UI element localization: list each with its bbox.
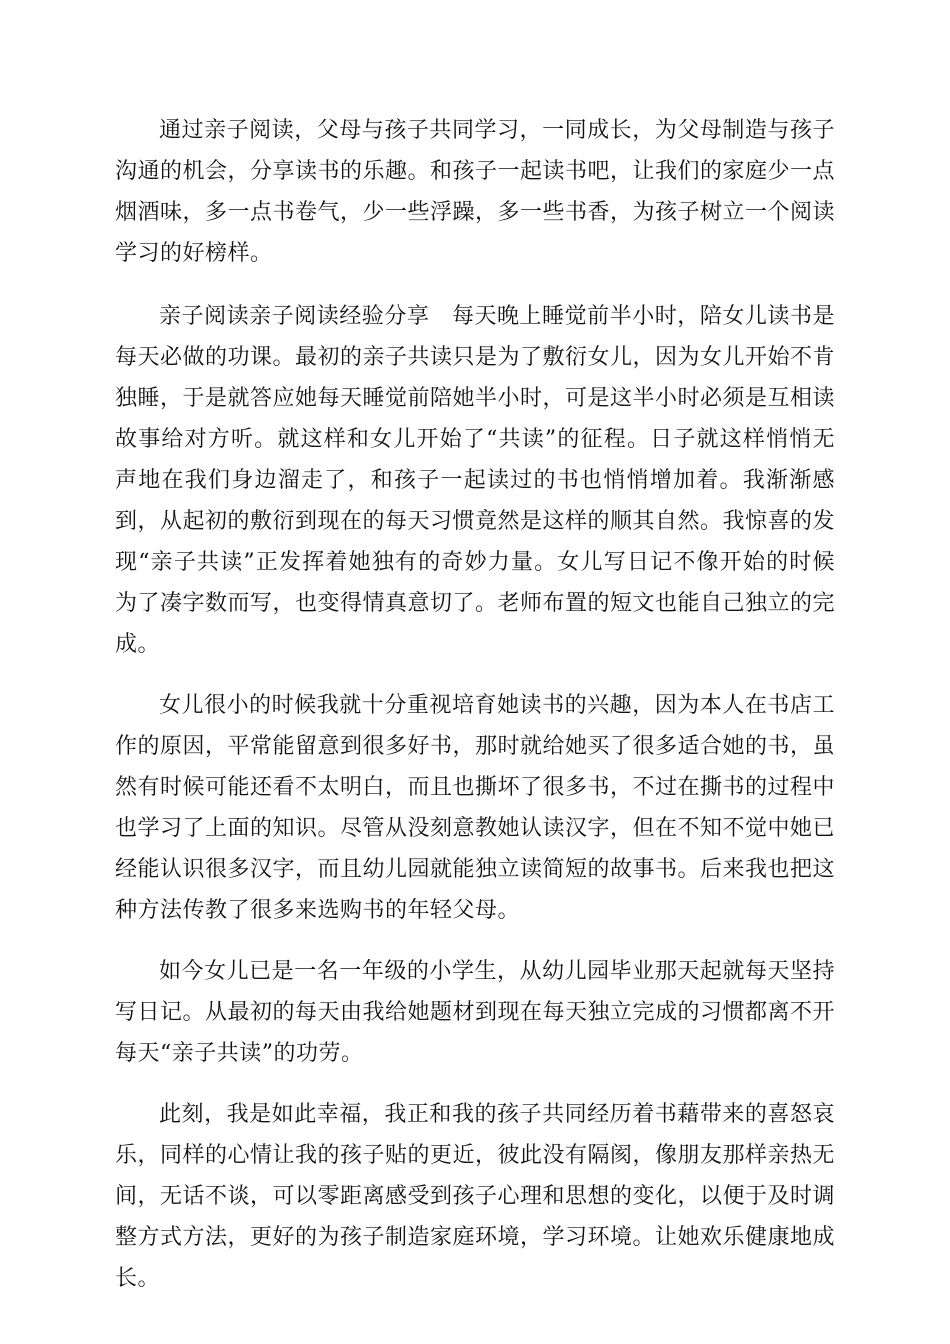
paragraph: 亲子阅读亲子阅读经验分享 每天晚上睡觉前半小时，陪女儿读书是每天必做的功课。最初的亲子共读只是为了敷衍女儿，因为女儿开始不肯独睡，于是就答应她每天睡觉前陪她半小时，可是这半小时必须是互相读故事给对方听。就这样和女儿开始了“共读”的征程。日子就这样悄悄无声地在我们身边溜走了，和孩子一起读过的书也悄悄增加着。我渐渐感到，从起初的敷衍到现在的每天习惯竟然是这样的顺其自然。我惊喜的发现“亲子共读”正发挥着她独有的奇妙力量。女儿写日记不像开始的时候为了凑字数而写，也变得情真意切了。老师布置的短文也能自己独立的完成。	[115, 304, 836, 657]
document-body	[115, 110, 835, 1299]
paragraph: 如今女儿已是一名一年级的小学生，从幼儿园毕业那天起就每天坚持写日记。从最初的每天由我给她题材到现在每天独立完成的习惯都离不开每天“亲子共读”的功劳。	[115, 959, 836, 1066]
paragraph: 女儿很小的时候我就十分重视培育她读书的兴趣，因为本人在书店工作的原因，平常能留意到很多好书，那时就给她买了很多适合她的书，虽然有时候可能还看不太明白，而且也撕坏了很多书，不过在撕书的过程中也学习了上面的知识。尽管从没刻意教她认读汉字，但在不知不觉中她已经能认识很多汉字，而且幼儿园就能独立读简短的故事书。后来我也把这种方法传教了很多来选购书的年轻父母。	[115, 693, 836, 923]
paragraph: 此刻，我是如此幸福，我正和我的孩子共同经历着书藉带来的喜怒哀乐，同样的心情让我的孩子贴的更近，彼此没有隔阂，像朋友那样亲热无间，无话不谈，可以零距离感受到孩子心理和思想的变化，以便于及时调整方式方法，更好的为孩子制造家庭环境，学习环境。让她欢乐健康地成长。	[115, 1102, 836, 1291]
paragraph: 通过亲子阅读，父母与孩子共同学习，一同成长，为父母制造与孩子沟通的机会，分享读书的乐趣。和孩子一起读书吧，让我们的家庭少一点烟酒味，多一点书卷气，少一些浮躁，多一些书香，为孩子树立一个阅读学习的好榜样。	[115, 118, 836, 266]
